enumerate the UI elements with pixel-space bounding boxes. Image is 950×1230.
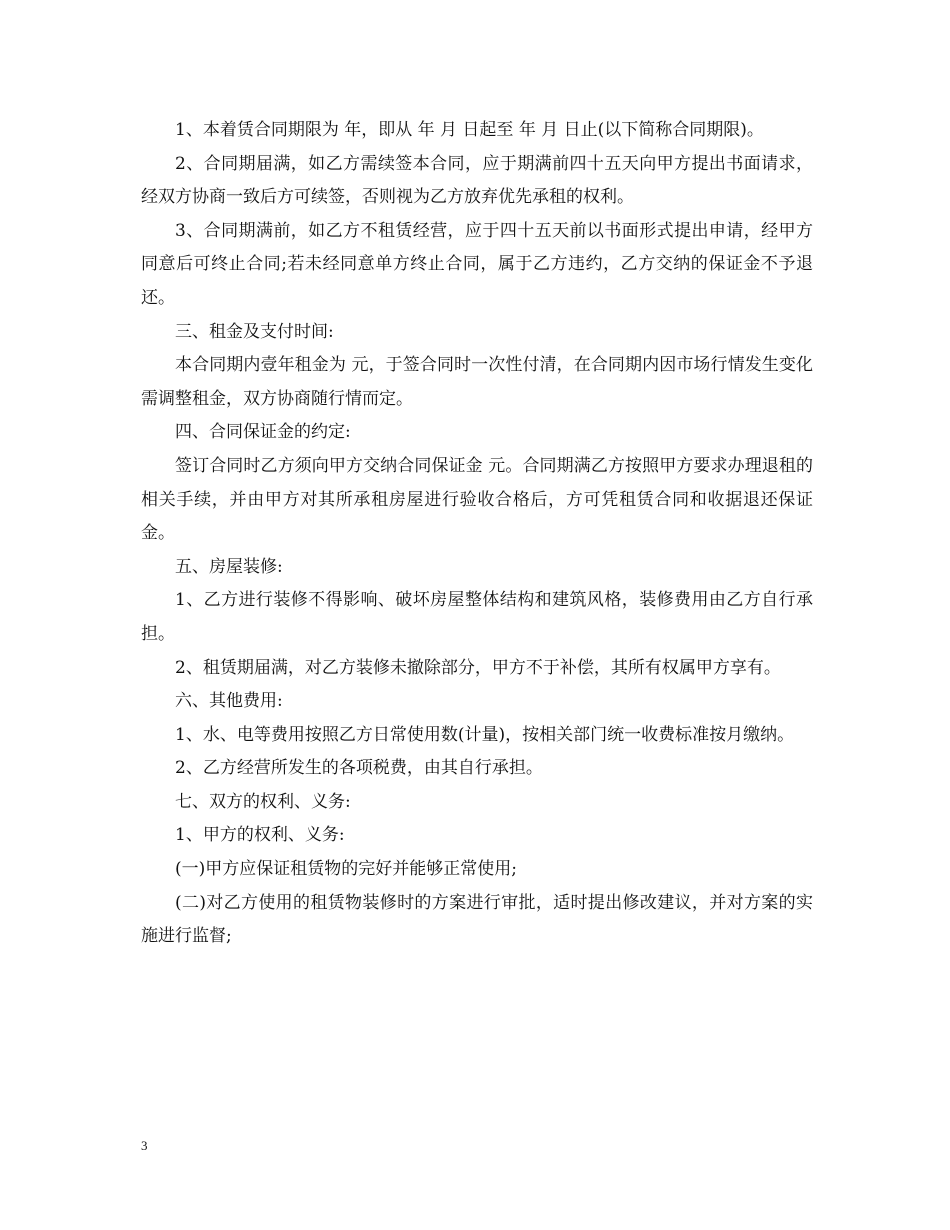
document-body [141,114,813,954]
section-heading-rights: 七、双方的权利、义务: [175,791,351,812]
section-heading-rent: 三、租金及支付时间: [175,321,334,342]
paragraph-fees-1: 1、水、电等费用按照乙方日常使用数(计量)，按相关部门统一收费标准按月缴纳。 [175,724,795,745]
paragraph-renewal: 2、合同期届满，如乙方需续签本合同，应于期满前四十五天向甲方提出书面请求，经双方协商一致后方可续签，否则视为乙方放弃优先承租的权利。 [141,153,813,208]
paragraph-fees-2: 2、乙方经营所发生的各项税费，由其自行承担。 [175,758,543,779]
section-heading-other-fees: 六、其他费用: [175,691,283,712]
paragraph-party-a-rights: 1、甲方的权利、义务: [175,825,345,846]
paragraph-rent: 本合同期内壹年租金为 元，于签合同时一次性付清，在合同期内因市场行情发生变化需调整租金，双方协商随行情而定。 [141,355,813,409]
paragraph-term-period: 1、本着赁合同期限为 年，即从 年 月 日起至 年 月 日止(以下简称合同期限)。 [175,120,764,140]
paragraph-deposit: 签订合同时乙方须向甲方交纳合同保证金 元。合同期满乙方按照甲方要求办理退租的相关手续，并由甲方对其所承租房屋进行验收合格后，方可凭租赁合同和收据退还保证金。 [141,455,813,544]
page-number: 3 [141,1138,148,1153]
section-heading-deposit: 四、合同保证金的约定: [175,422,351,443]
paragraph-decoration-2: 2、租赁期届满，对乙方装修未撤除部分，甲方不于补偿，其所有权属甲方享有。 [175,657,781,678]
paragraph-party-a-item-2: (二)对乙方使用的租赁物装修时的方案进行审批，适时提出修改建议，并对方案的实施进行监督; [141,892,813,947]
paragraph-decoration-1: 1、乙方进行装修不得影响、破坏房屋整体结构和建筑风格，装修费用由乙方自行承担。 [141,590,813,644]
paragraph-early-termination: 3、合同期满前，如乙方不租赁经营，应于四十五天前以书面形式提出申请，经甲方同意后可终止合同;若未经同意单方终止合同，属于乙方违约，乙方交纳的保证金不予退还。 [141,220,813,308]
section-heading-decoration: 五、房屋装修: [175,556,283,577]
paragraph-party-a-item-1: (一)甲方应保证租赁物的完好并能够正常使用; [175,859,517,880]
